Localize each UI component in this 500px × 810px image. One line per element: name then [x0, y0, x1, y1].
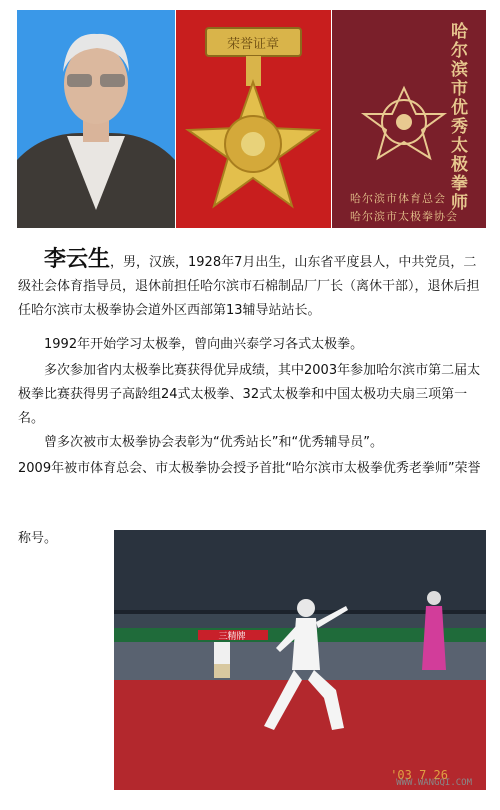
bio-paragraph-4-text: 2009年被市体育总会、市太极拳协会授予首批“哈尔滨市太极拳优秀老拳师”荣誉 — [18, 461, 481, 476]
portrait-photo — [17, 10, 175, 228]
bio-intro-paragraph — [18, 248, 486, 323]
site-watermark: WWW.WANGQI.COM — [396, 778, 472, 788]
performance-photo — [114, 530, 486, 790]
bio-paragraph-4 — [18, 457, 486, 481]
photo-banner-text: 三精牌 — [218, 632, 246, 642]
bio-paragraph-3 — [18, 431, 486, 455]
photo-date-stamp: '03 7 26 — [390, 768, 448, 782]
bio-paragraph-2 — [18, 359, 486, 431]
bio-paragraph-1 — [18, 333, 486, 357]
medal-ribbon-text: 荣誉证章 — [226, 37, 280, 52]
certificate-cover — [332, 10, 486, 228]
bio-intro-text: ，男，汉族，1928年7月出生，山东省平度县人，中共党员，二级社会体育指导员，退休前担任哈尔滨市石棉制品厂厂长（离休干部），退休后担任哈尔滨市太极拳协会道外区西部第13辅导站站长。 — [18, 255, 480, 318]
bio-tail-text: 称号。 — [18, 531, 58, 546]
bio-paragraph-2-text: 多次参加省内太极拳比赛获得优异成绩，其中2003年参加哈尔滨市第二届太极拳比赛获得男子高龄组24式太极拳、32式太极拳和中国太极功夫扇三项第一名。 — [18, 363, 481, 426]
person-name: 李云生 — [44, 247, 111, 272]
bio-paragraph-1-text: 1992年开始学习太极拳，曾向曲兴泰学习各式太极拳。 — [44, 337, 364, 352]
bio-paragraph-3-text: 曾多次被市太极拳协会表彰为“优秀站长”和“优秀辅导员”。 — [44, 435, 383, 450]
certificate-org-line-2: 哈尔滨市太极拳协会 — [350, 210, 458, 223]
certificate-title: 哈尔滨市优秀太极拳师 — [447, 22, 467, 212]
medal-image — [176, 10, 331, 228]
certificate-org-line-1: 哈尔滨市体育总会 — [350, 192, 446, 205]
